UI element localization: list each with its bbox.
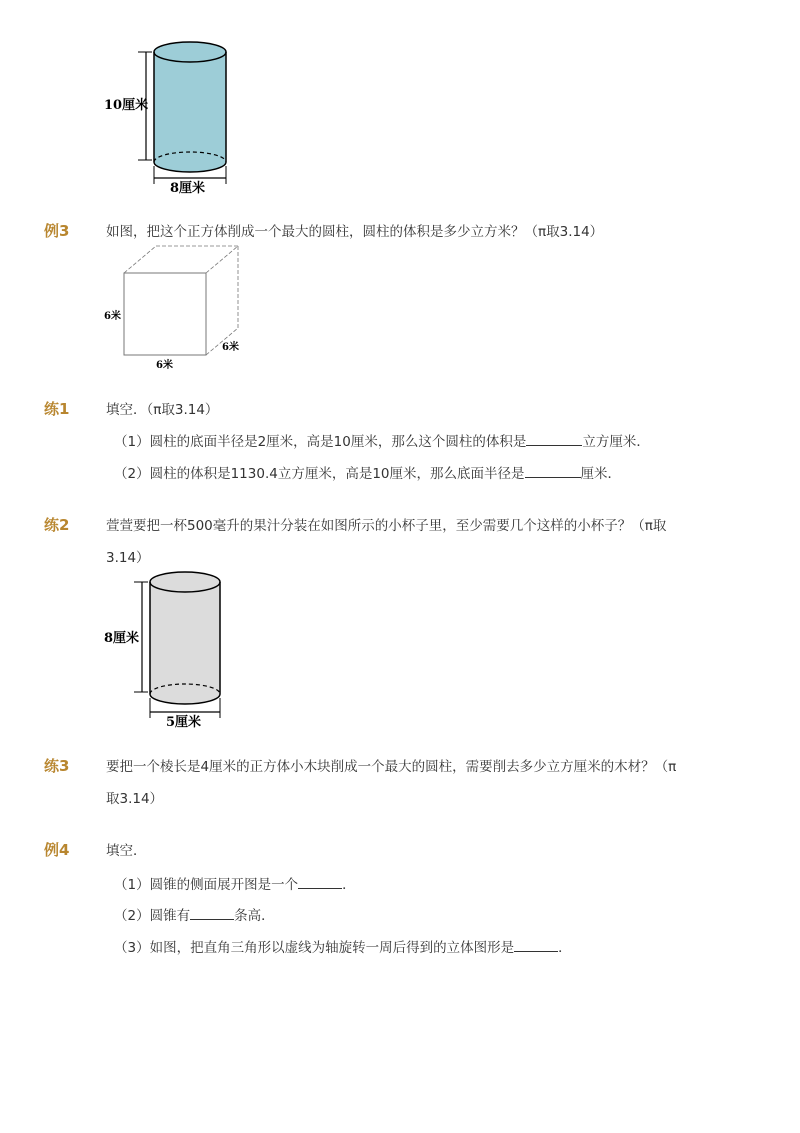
example-3-label: 例3 xyxy=(44,222,70,240)
item-text: （2）圆锥有 xyxy=(114,908,191,924)
height-label: 10厘米 xyxy=(104,98,149,113)
practice-1-intro: 填空．（π取3.14） xyxy=(106,402,219,418)
item-suffix: 厘米． xyxy=(580,466,622,482)
answer-blank[interactable] xyxy=(514,939,558,952)
cube-depth-label: 6米 xyxy=(222,342,239,353)
cylinder-figure-2 xyxy=(100,568,240,733)
practice-3-label: 练3 xyxy=(44,757,70,775)
cube-height-label: 6米 xyxy=(104,311,121,322)
cup-top xyxy=(150,572,220,592)
item-suffix: ． xyxy=(558,940,572,956)
answer-blank[interactable] xyxy=(526,433,582,446)
example-4-item-2 xyxy=(114,904,275,924)
cup-height-label: 8厘米 xyxy=(104,631,140,646)
practice-2-label: 练2 xyxy=(44,516,70,534)
practice-2-question-line-2: 3.14） xyxy=(106,550,150,566)
item-suffix: ． xyxy=(342,877,356,893)
cube-figure xyxy=(100,240,260,370)
cube-width-label: 6米 xyxy=(156,360,173,371)
example-3-question: 如图，把这个正方体削成一个最大的圆柱，圆柱的体积是多少立方米？（π取3.14） xyxy=(106,224,604,240)
cylinder-body xyxy=(154,52,226,162)
example-4-item-3 xyxy=(114,936,572,956)
answer-blank[interactable] xyxy=(298,876,342,889)
example-4-intro: 填空． xyxy=(106,843,147,859)
item-text: （3）如图，把直角三角形以虚线为轴旋转一周后得到的立体图形是 xyxy=(114,940,515,956)
item-text: （1）圆柱的底面半径是2厘米，高是10厘米，那么这个圆柱的体积是 xyxy=(114,434,527,450)
example-4-item-1 xyxy=(114,873,356,893)
example-4-label: 例4 xyxy=(44,841,70,859)
item-suffix: 立方厘米． xyxy=(582,434,650,450)
practice-1-label: 练1 xyxy=(44,400,70,418)
practice-1-item-1 xyxy=(114,430,650,450)
practice-2-question-line-1: 萱萱要把一杯500毫升的果汁分装在如图所示的小杯子里，至少需要几个这样的小杯子？（π取 xyxy=(106,518,667,534)
answer-blank[interactable] xyxy=(190,907,234,920)
item-suffix: 条高． xyxy=(234,908,275,924)
answer-blank[interactable] xyxy=(525,465,581,478)
cube-front-face xyxy=(124,273,206,355)
diameter-label: 8厘米 xyxy=(170,181,206,196)
item-text: （1）圆锥的侧面展开图是一个 xyxy=(114,877,299,893)
cup-diameter-label: 5厘米 xyxy=(166,715,202,730)
practice-3-question-line-2: 取3.14） xyxy=(106,791,164,807)
cylinder-figure-1 xyxy=(100,38,240,198)
practice-1-item-2 xyxy=(114,462,621,482)
cylinder-top xyxy=(154,42,226,62)
practice-3-question-line-1: 要把一个棱长是4厘米的正方体小木块削成一个最大的圆柱，需要削去多少立方厘米的木材？（π xyxy=(106,759,677,775)
item-text: （2）圆柱的体积是1130.4立方厘米，高是10厘米，那么底面半径是 xyxy=(114,466,525,482)
cup-body xyxy=(150,582,220,694)
